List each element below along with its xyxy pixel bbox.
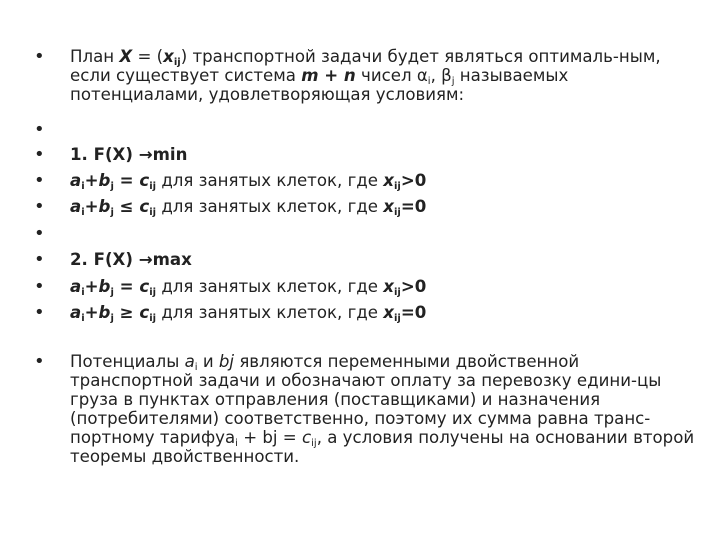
min-heading: 1. F(X) →min	[70, 145, 188, 164]
bullet-icon	[34, 145, 64, 164]
bullet-icon	[34, 352, 64, 371]
bullet-item-condition	[34, 303, 700, 322]
bullet-item-potentials	[34, 352, 700, 466]
bullet-icon	[34, 224, 64, 243]
bullet-icon	[34, 171, 64, 190]
potentials-text: Потенциалы $a_i$ и bj являются переменными двойственной транспортной задачи и обозначают оплату за перевозку едини-цы груза в пунктах отправления (поставщиками) и назначения (потребителями) соответственно, поэтому их сумма равна транс-портному тарифуa$_i$ + bj = $c_{ij}$, а условия получены на основании второй теоремы двойственности.	[70, 352, 695, 466]
bullet-item-condition	[34, 171, 700, 190]
bullet-item-condition	[34, 197, 700, 216]
bullet-item-min	[34, 145, 700, 164]
bullet-icon	[34, 250, 64, 269]
condition-row: $a_i+b_j \le c_{ij}$ для занятых клеток, где $x_{ij}=0$	[70, 197, 427, 218]
condition-row: $a_i+b_j = c_{ij}$ для занятых клеток, где $x_{ij}>0$	[70, 277, 427, 298]
max-heading: 2. F(X) →max	[70, 250, 192, 269]
bullet-icon	[34, 303, 64, 322]
bullet-icon	[34, 197, 64, 216]
bullet-icon	[34, 47, 64, 66]
bullet-item-plan	[34, 47, 700, 104]
condition-row: $a_i+b_j = c_{ij}$ для занятых клеток, где $x_{ij}>0$	[70, 171, 427, 192]
bullet-item-max	[34, 250, 700, 269]
condition-row: $a_i+b_j \ge c_{ij}$ для занятых клеток, где $x_{ij}=0$	[70, 303, 427, 324]
plan-text: План $X = (x_{ij})$ транспортной задачи будет являться оптималь-ным, если существует система m + n чисел $\alpha_i$, $\beta_j$ называемых потенциалами, удовлетворяющая условиям:	[70, 47, 661, 104]
bullet-icon	[34, 120, 64, 139]
bullet-item-condition	[34, 277, 700, 296]
bullet-icon	[34, 277, 64, 296]
